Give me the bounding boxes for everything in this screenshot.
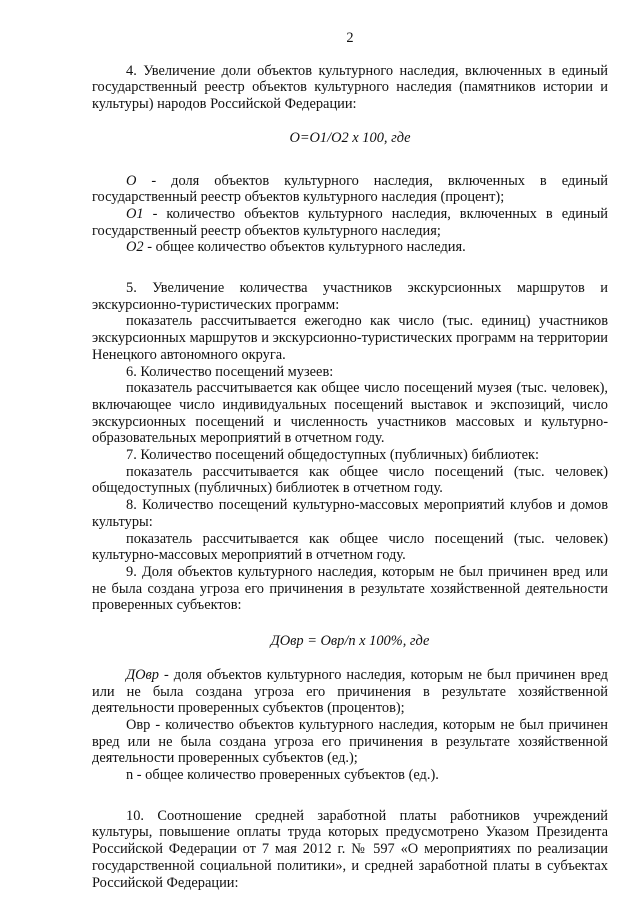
definition-dovr bbox=[92, 667, 608, 717]
definition-o bbox=[92, 173, 608, 206]
document-page bbox=[92, 30, 608, 891]
item-8-title: 8. Количество посещений культурно-массовых мероприятий клубов и домов культуры: bbox=[92, 497, 608, 530]
definition-o1-symbol: О1 bbox=[126, 205, 144, 222]
item-5-desc: показатель рассчитывается ежегодно как число (тыс. единиц) участников экскурсионных маршрутов и экскурсионно-туристических программ на территории Ненецкого автономного округа. bbox=[92, 313, 608, 363]
item-6-title: 6. Количество посещений музеев: bbox=[126, 363, 334, 380]
item-9-title: 9. Доля объектов культурного наследия, которым не был причинен вред или не была создана угроза его причинения в результате хозяйственной деятельности проверенных субъектов: bbox=[92, 563, 608, 614]
item-8-desc: показатель рассчитывается как общее число посещений (тыс. человек) культурно-массовых мероприятий в отчетном году. bbox=[92, 530, 608, 564]
definition-o1-text: - количество объектов культурного наследия, включенных в единый государственный реестр объектов культурного наследия; bbox=[92, 205, 608, 239]
item-5-title: 5. Увеличение количества участников экскурсионных маршрутов и экскурсионно-туристических программ: bbox=[92, 280, 608, 313]
definition-o2-text: - общее количество объектов культурного наследия. bbox=[143, 239, 466, 256]
item-4-text: 4. Увеличение доли объектов культурного наследия, включенных в единый государственный реестр объектов культурного наследия (памятников истории и культуры) народов Российской Федерации: bbox=[92, 62, 608, 113]
definition-ovr: Овр - количество объектов культурного наследия, которым не был причинен вред или не была создана угроза его причинения в результате хозяйственной деятельности проверенных субъектов (ед.); bbox=[92, 716, 608, 767]
definition-o2 bbox=[92, 239, 608, 256]
definition-dovr-text: - доля объектов культурного наследия, которым не был причинен вред или не была создана угроза его причинения в результате хозяйственной деятельности проверенных субъектов (процентов); bbox=[92, 666, 608, 717]
page-number: 2 bbox=[346, 30, 354, 46]
item-10-text: 10. Соотношение средней заработной платы работников учреждений культуры, повышение оплаты труда которых предусмотрено Указом Президента Российской Федерации от 7 мая 2012 г. № 597 «О мероприятиях по реализации государственной социальной политики», и средней заработной платы в субъектах Российской Федерации: bbox=[92, 807, 608, 891]
definition-n: n - общее количество проверенных субъектов (ед.). bbox=[126, 767, 439, 784]
item-7-desc: показатель рассчитывается как общее число посещений (тыс. человек) общедоступных (публичных) библиотек в отчетном году. bbox=[92, 463, 608, 497]
definition-o2-symbol: О2 bbox=[126, 239, 144, 256]
definition-o1 bbox=[92, 206, 608, 239]
definition-o-symbol: О bbox=[126, 172, 137, 189]
formula-dovr: ДОвр = Овр/n х 100%, где bbox=[270, 633, 430, 650]
item-6-desc: показатель рассчитывается как общее число посещений музея (тыс. человек), включающее число индивидуальных посещений выставок и экспозиций, число экскурсионных посещений и численность участников массовых и культурно-образовательных мероприятий в отчетном году. bbox=[92, 380, 608, 447]
definition-dovr-symbol: ДОвр bbox=[126, 666, 159, 683]
item-7-title: 7. Количество посещений общедоступных (публичных) библиотек: bbox=[126, 447, 539, 464]
formula-o: О=О1/О2 х 100, где bbox=[289, 129, 411, 146]
definition-o-text: - доля объектов культурного наследия, включенных в единый государственный реестр объектов культурного наследия (процент); bbox=[92, 172, 608, 206]
